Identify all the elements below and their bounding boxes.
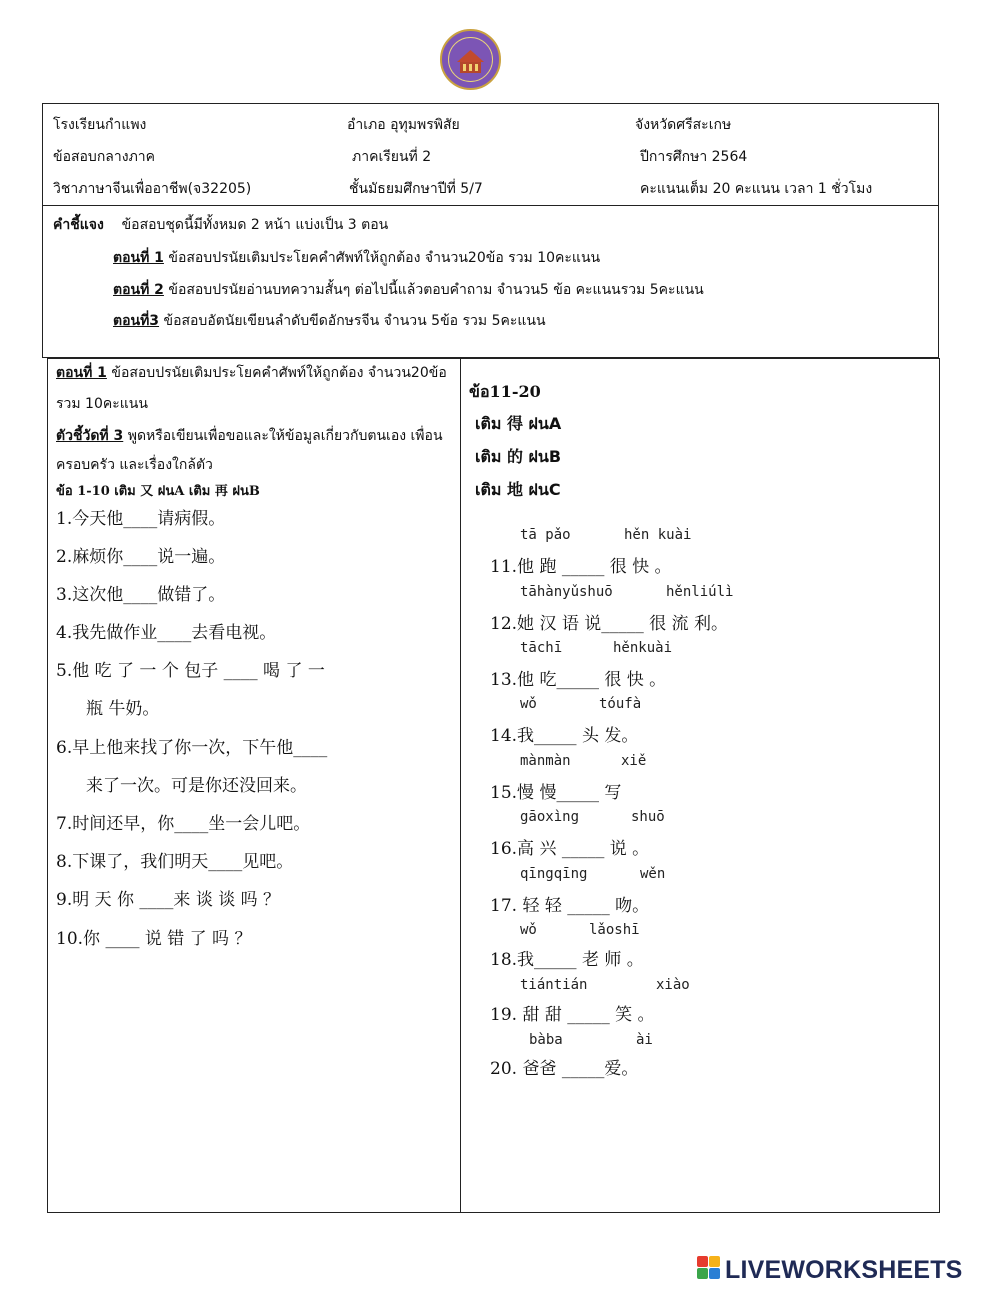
option-b: เติม 的 ฝนB xyxy=(475,447,562,466)
pinyin-17b: wěn xyxy=(640,866,666,882)
pinyin-19a: tiántián xyxy=(520,977,588,993)
item-20: 20. 爸爸 _____爱。 xyxy=(490,1059,639,1079)
subject: วิชาภาษาจีนเพื่ออาชีพ(จ32205) xyxy=(53,181,252,197)
pinyin-20b: ài xyxy=(636,1032,653,1048)
pinyin-15a: mànmàn xyxy=(520,753,571,769)
item-18: 18.我_____ 老 师 。 xyxy=(490,950,644,970)
header-divider xyxy=(42,205,939,206)
pinyin-16a: gāoxìng xyxy=(520,809,580,825)
item-13: 13.他 吃_____ 很 快 。 xyxy=(490,670,667,690)
question-2: 2.麻烦你____说一遍。 xyxy=(56,547,226,567)
instructions-text: ข้อสอบชุดนี้มีทั้งหมด 2 หน้า แบ่งเป็น 3 ตอน xyxy=(121,217,389,233)
left-part-label: ตอนที่ 1 xyxy=(56,365,107,381)
district: อำเภอ อุทุมพรพิสัย xyxy=(347,117,460,133)
pinyin-13b: hěnkuài xyxy=(613,640,673,656)
school-name: โรงเรียนกำแพง xyxy=(53,117,147,133)
part-1-text: ข้อสอบปรนัยเติมประโยคคำศัพท์ให้ถูกต้อง จำนวน20ข้อ รวม 10คะแนน xyxy=(163,250,601,266)
item-12: 12.她 汉 语 说_____ 很 流 利。 xyxy=(490,614,728,634)
pinyin-13a: tāchī xyxy=(520,640,563,656)
question-6-cont: 来了一次。可是你还没回来。 xyxy=(86,776,307,796)
logo-square-red xyxy=(697,1256,708,1267)
part-2-line xyxy=(113,281,704,299)
question-9: 9.明 天 你 ____来 谈 谈 吗 ？ xyxy=(56,890,281,910)
left-part-score: รวม 10คะแนน xyxy=(56,396,148,412)
province: จังหวัดศรีสะเกษ xyxy=(635,117,732,133)
question-10: 10.你 ____ 说 错 了 吗 ？ xyxy=(56,929,252,949)
part-2-label: ตอนที่ 2 xyxy=(113,282,164,298)
right-heading: ข้อ11-20 xyxy=(469,382,541,401)
pinyin-18b: lǎoshī xyxy=(589,922,640,938)
indicator-text-2: ครอบครัว และเรื่องใกล้ตัว xyxy=(56,457,213,473)
part-2-text: ข้อสอบปรนัยอ่านบทความสั้นๆ ต่อไปนี้แล้วตอบคำถาม จำนวน5 ข้อ คะแนนรวม 5คะแนน xyxy=(163,282,704,298)
indicator-label: ตัวชี้วัดที่ 3 xyxy=(56,428,124,444)
pinyin-14b: tóufà xyxy=(599,696,642,712)
item-15: 15.慢 慢_____ 写 xyxy=(490,783,622,803)
item-11: 11.他 跑 _____ 很 快 。 xyxy=(490,557,672,577)
part-3-label: ตอนที่3 xyxy=(113,313,160,329)
left-part-text: ข้อสอบปรนัยเติมประโยคคำศัพท์ให้ถูกต้อง จำนวน20ข้อ xyxy=(106,365,447,381)
option-c: เติม 地 ฝนC xyxy=(475,480,561,499)
question-8: 8.下课了，我们明天____见吧。 xyxy=(56,852,294,872)
left-part-heading xyxy=(56,364,447,382)
liveworksheets-logo xyxy=(697,1255,993,1285)
instructions-line xyxy=(53,216,388,234)
item-14: 14.我_____ 头 发。 xyxy=(490,726,639,746)
pinyin-11a: tā pǎo xyxy=(520,527,571,543)
indicator-text: พูดหรือเขียนเพื่อขอและให้ข้อมูลเกี่ยวกับตนเอง เพื่อน xyxy=(123,428,443,444)
pinyin-20a: bàba xyxy=(529,1032,563,1048)
score-and-time: คะแนนเต็ม 20 คะแนน เวลา 1 ชั่วโมง xyxy=(640,181,873,197)
academic-year: ปีการศึกษา 2564 xyxy=(640,149,748,165)
logo-square-yellow xyxy=(709,1256,720,1267)
question-5: 5.他 吃 了 一 个 包子 ____ 喝 了 一 xyxy=(56,661,325,681)
pinyin-15b: xiě xyxy=(621,753,647,769)
pinyin-12a: tāhànyǔshuō xyxy=(520,584,613,600)
exam-type: ข้อสอบกลางภาค xyxy=(53,149,156,165)
school-seal-icon xyxy=(440,29,501,90)
indicator-line xyxy=(56,427,443,445)
part-3-line xyxy=(113,312,546,330)
pinyin-12b: hěnliúlì xyxy=(666,584,734,600)
logo-square-blue xyxy=(709,1268,720,1279)
question-3: 3.这次他____做错了。 xyxy=(56,585,226,605)
instructions-label: คำชี้แจง xyxy=(53,217,104,233)
pinyin-14a: wǒ xyxy=(520,696,537,712)
question-7: 7.时间还早，你____坐一会儿吧。 xyxy=(56,814,311,834)
item-16: 16.高 兴 _____ 说 。 xyxy=(490,839,650,859)
liveworksheets-wordmark: LIVEWORKSHEETS xyxy=(725,1256,963,1284)
pinyin-16b: shuō xyxy=(631,809,665,825)
item-17: 17. 轻 轻 _____ 吻。 xyxy=(490,896,650,916)
pinyin-19b: xiào xyxy=(656,977,690,993)
logo-square-green xyxy=(697,1268,708,1279)
grade-level: ชั้นมัธยมศึกษาปีที่ 5/7 xyxy=(349,181,483,197)
part-1-label: ตอนที่ 1 xyxy=(113,250,164,266)
part-3-text: ข้อสอบอัตนัยเขียนลำดับขีดอักษรจีน จำนวน 5ข้อ รวม 5คะแนน xyxy=(159,313,546,329)
pinyin-11b: hěn kuài xyxy=(624,527,692,543)
pinyin-18a: wǒ xyxy=(520,922,537,938)
left-instruction: ข้อ 1-10 เติม 又 ฝนA เติม 再 ฝนB xyxy=(56,484,260,499)
question-5-cont: 瓶 牛奶。 xyxy=(86,699,160,719)
option-a: เติม 得 ฝนA xyxy=(475,414,562,433)
question-4: 4.我先做作业____去看电视。 xyxy=(56,623,277,643)
part-1-line xyxy=(113,249,600,267)
question-6: 6.早上他来找了你一次，下午他____ xyxy=(56,738,328,758)
pinyin-17a: qīngqīng xyxy=(520,866,588,882)
column-divider xyxy=(460,358,461,1213)
question-1: 1.今天他____请病假。 xyxy=(56,509,226,529)
item-19: 19. 甜 甜 _____ 笑 。 xyxy=(490,1005,655,1025)
semester: ภาคเรียนที่ 2 xyxy=(352,149,432,165)
